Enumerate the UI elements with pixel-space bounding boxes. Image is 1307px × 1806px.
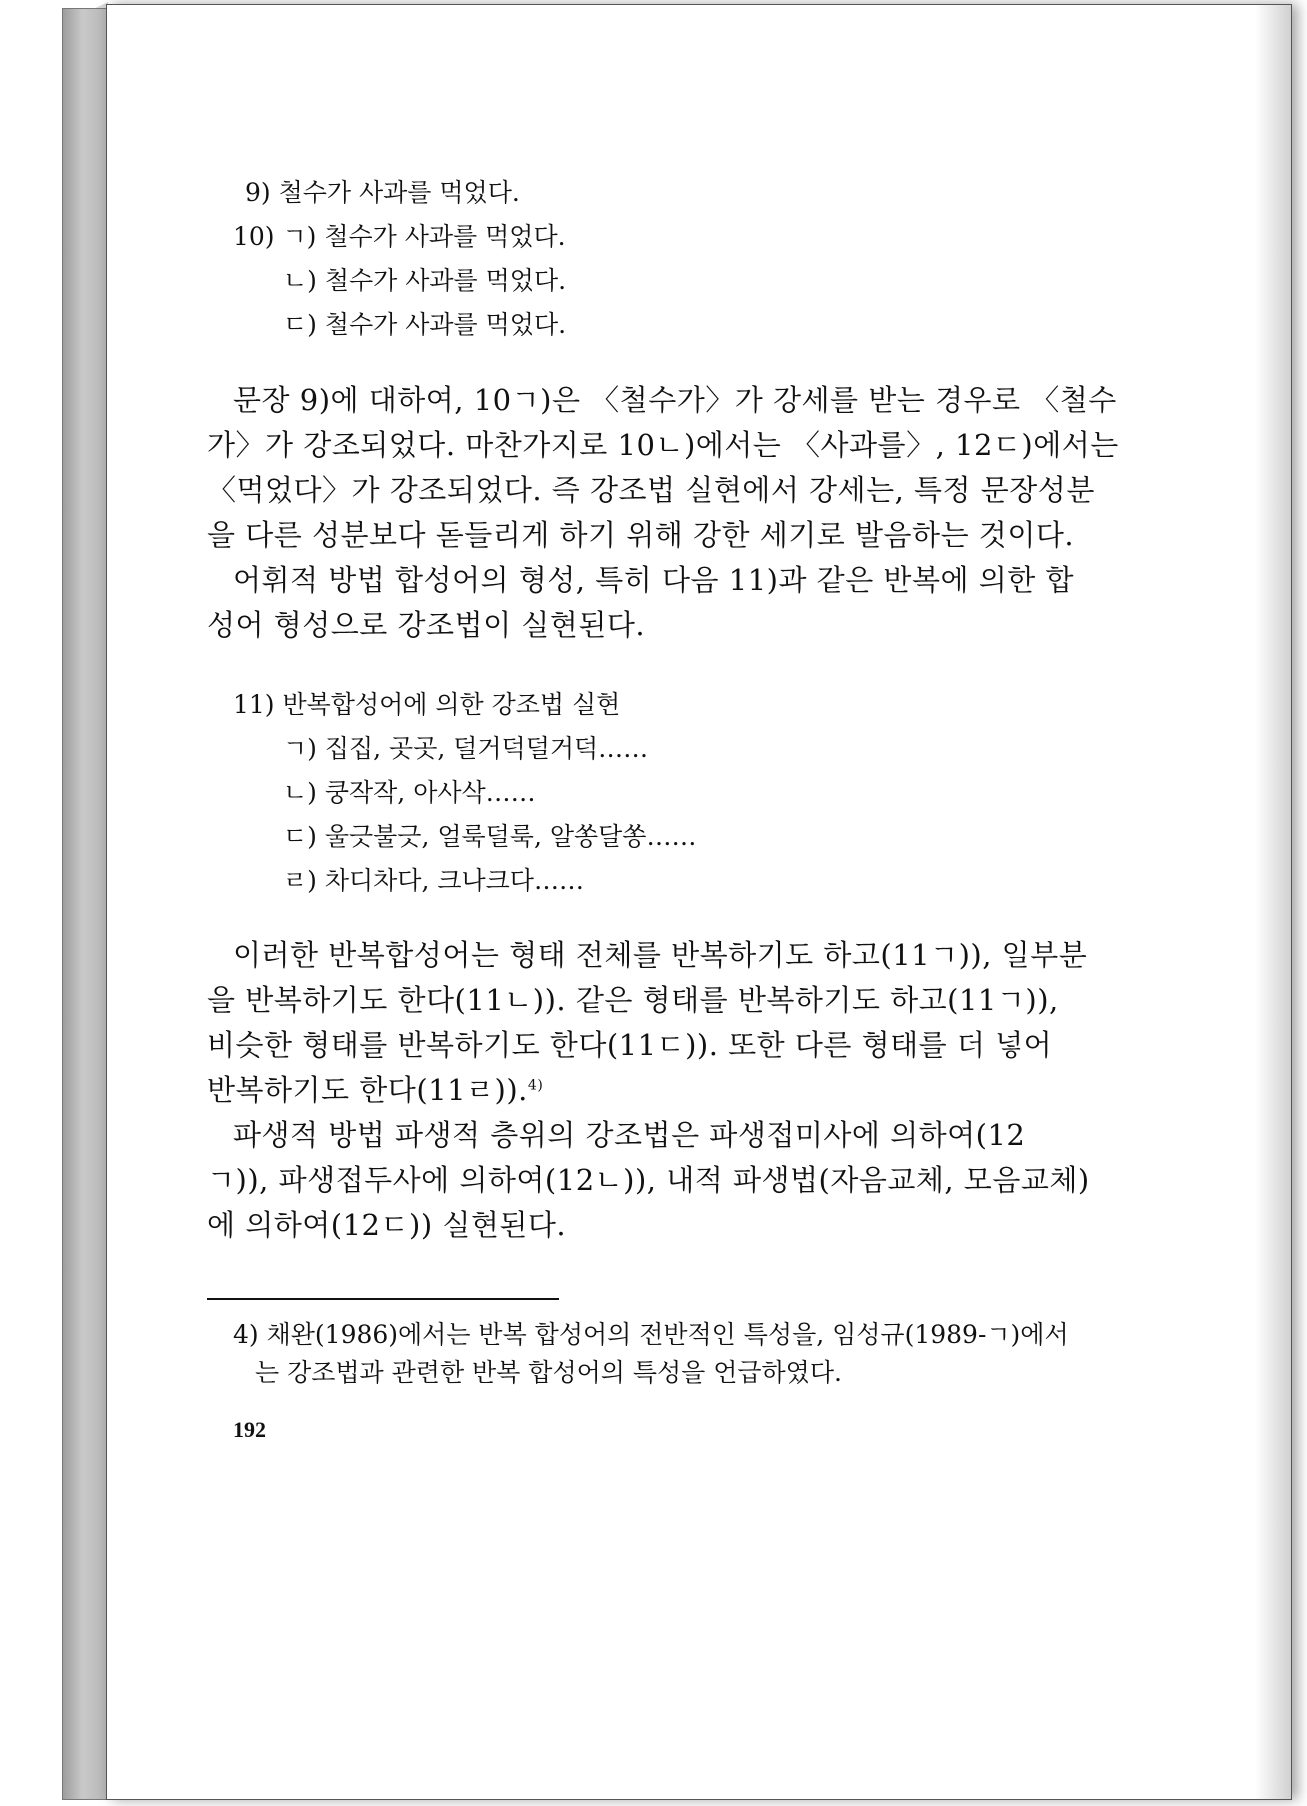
footnote-4-line-1: 4) 채완(1986)에서는 반복 합성어의 전반적인 특성을, 임성규(1989-ㄱ)에서 xyxy=(233,1320,1069,1349)
paragraph-1-line-4: 을 다른 성분보다 돋들리게 하기 위해 강한 세기로 발음하는 것이다. xyxy=(207,518,1075,552)
paragraph-3-line-4 xyxy=(207,1068,543,1109)
example-11d: ㄹ) 차디차다, 크나크다…… xyxy=(283,866,584,895)
example-10a: 10) ㄱ) 철수가 사과를 먹었다. xyxy=(233,222,566,251)
example-11b: ㄴ) 쿵작작, 아사삭…… xyxy=(283,778,536,807)
paragraph-4-line-1: 파생적 방법 파생적 층위의 강조법은 파생접미사에 의하여(12 xyxy=(233,1118,1026,1152)
book-page xyxy=(106,4,1292,1800)
paragraph-1-line-2: 가〉가 강조되었다. 마찬가지로 10ㄴ)에서는 〈사과를〉, 12ㄷ)에서는 xyxy=(207,428,1119,462)
example-10c: ㄷ) 철수가 사과를 먹었다. xyxy=(283,310,567,339)
paragraph-2-line-2: 성어 형성으로 강조법이 실현된다. xyxy=(207,608,646,642)
paragraph-1-line-1: 문장 9)에 대하여, 10ㄱ)은 〈철수가〉가 강세를 받는 경우로 〈철수 xyxy=(233,383,1117,417)
footnote-4-line-2: 는 강조법과 관련한 반복 합성어의 특성을 언급하였다. xyxy=(255,1358,842,1387)
example-9: 9) 철수가 사과를 먹었다. xyxy=(245,178,520,207)
paragraph-3-line-3: 비슷한 형태를 반복하기도 한다(11ㄷ)). 또한 다른 형태를 더 넣어 xyxy=(207,1028,1053,1062)
example-11c: ㄷ) 울긋불긋, 얼룩덜룩, 알쏭달쏭…… xyxy=(283,822,697,851)
example-11a: ㄱ) 집집, 곳곳, 덜거덕덜거덕…… xyxy=(283,734,649,763)
paragraph-3-line-1: 이러한 반복합성어는 형태 전체를 반복하기도 하고(11ㄱ)), 일부분 xyxy=(233,938,1088,972)
book-spine xyxy=(62,8,108,1800)
paragraph-3-line-4-text: 반복하기도 한다(11ㄹ)). xyxy=(207,1073,528,1107)
footnote-rule xyxy=(207,1298,559,1300)
paragraph-1-line-3: 〈먹었다〉가 강조되었다. 즉 강조법 실현에서 강세는, 특정 문장성분 xyxy=(207,473,1095,507)
page-edge-shadow xyxy=(1255,5,1291,1799)
paragraph-4-line-2: ㄱ)), 파생접두사에 의하여(12ㄴ)), 내적 파생법(자음교체, 모음교체) xyxy=(207,1163,1090,1197)
footnote-reference-4: 4) xyxy=(527,1077,544,1094)
example-11-title: 11) 반복합성어에 의한 강조법 실현 xyxy=(233,690,621,719)
paragraph-2-line-1: 어휘적 방법 합성어의 형성, 특히 다음 11)과 같은 반복에 의한 합 xyxy=(233,563,1074,597)
page-number: 192 xyxy=(233,1417,266,1442)
paragraph-3-line-2: 을 반복하기도 한다(11ㄴ)). 같은 형태를 반복하기도 하고(11ㄱ)), xyxy=(207,983,1059,1017)
example-10b: ㄴ) 철수가 사과를 먹었다. xyxy=(283,266,567,295)
paragraph-4-line-3: 에 의하여(12ㄷ)) 실현된다. xyxy=(207,1208,567,1242)
